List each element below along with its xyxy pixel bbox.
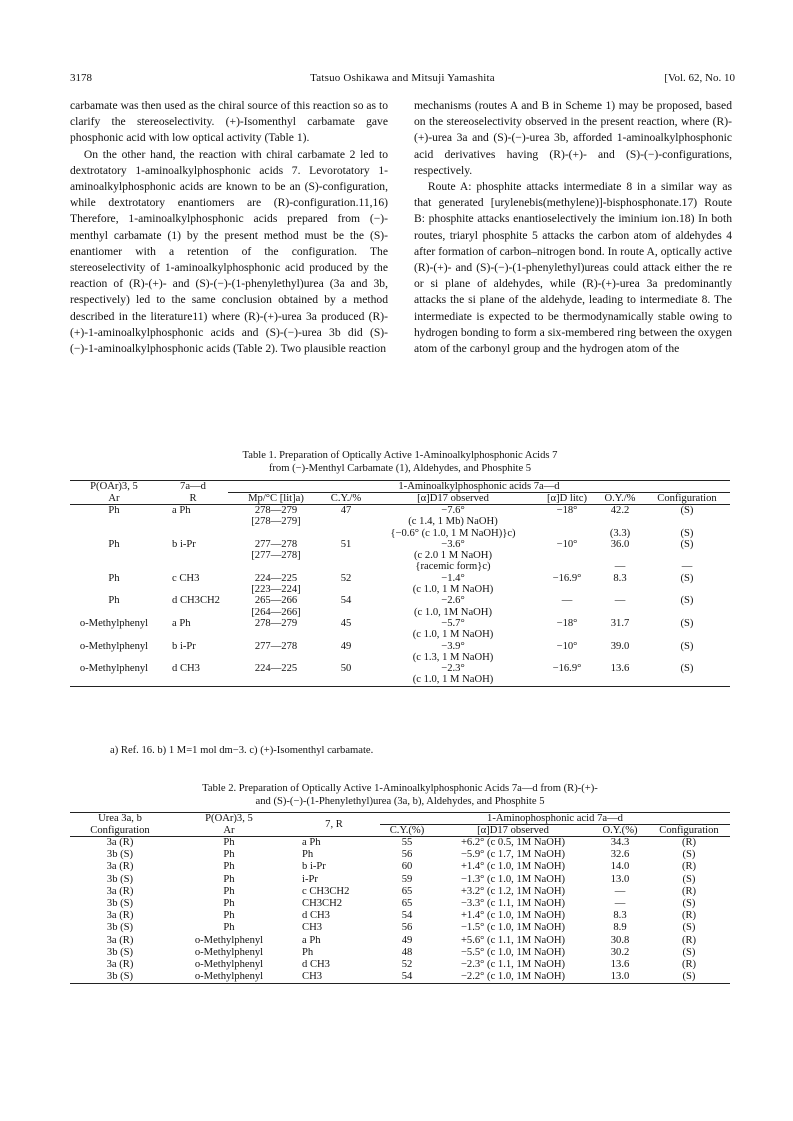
table-cell: Ph	[223, 849, 235, 861]
table-cell	[538, 584, 596, 595]
table-cell	[324, 528, 368, 539]
table-row	[70, 947, 730, 959]
table-cell	[596, 584, 644, 595]
table2-caption: Table 2. Preparation of Optically Active 1-Aminoalkylphosphonic Acids 7a—d from (R)-(+)- and (S)-(−)-(1-Phenylethyl)urea (3a, b), Aldehydes, and Phosphite 5	[202, 783, 598, 807]
table-cell: (R)	[681, 934, 697, 946]
table-cell: −10°	[556, 538, 578, 550]
table-cell	[158, 516, 228, 527]
t2-header-r: 7, R	[288, 813, 380, 837]
table-cell: 54	[401, 910, 413, 922]
table-cell: 265—266	[254, 595, 298, 607]
table-cell: 30.2	[610, 946, 630, 958]
table-cell: 3a (R)	[106, 861, 134, 873]
table-cell: c CH3CH2	[302, 885, 350, 897]
volume-info: [Vol. 62, No. 10	[664, 72, 735, 84]
table-cell	[158, 584, 228, 595]
table-cell: 3b (S)	[106, 849, 134, 861]
table-cell: 54	[380, 971, 434, 984]
table-cell: 49	[340, 640, 352, 652]
paragraph: On the other hand, the reaction with chiral carbamate 2 led to dextrotatory 1-aminoalkylphosphonic acids 7. Levorotatory 1-aminoalkylphosphonic acids are known to be an (S)-configuration, while dextrotatory enantiomers are (R)-configuration.11,16) Therefore, 1-aminoalkylphosphonic acids prepared from (−)-menthyl carbamate (1) by the present method must be the (S)-enantiomer with a retention of the configuration. The stereoselectivity of 1-aminoalkylphosphonic acid produced by the reaction of (R)-(+)- and (S)-(−)-(1-phenylethyl)urea (3a and 3b, respectively) led to the same conclusion obtained by a method described in the literature11) where (R)-(+)-urea 3a produced (R)-(+)-1-aminoalkylphosphonic acids and (S)-(−)-urea 3b did (S)-(−)-1-aminoalkylphosphonic acids (Table 2). Two plausible reaction	[70, 147, 388, 356]
t1-group-header: 1-Aminoalkylphosphonic acids 7a—d	[228, 481, 730, 493]
table-cell	[324, 584, 368, 595]
table-cell: 277—278	[254, 538, 298, 550]
t2-header-poar: P(OAr)3, 5	[170, 813, 288, 825]
table-cell: −5.9° (c 1.7, 1M NaOH)	[460, 849, 566, 861]
table-cell	[324, 674, 368, 686]
table-cell: Ph	[108, 572, 120, 584]
table-cell	[538, 607, 596, 618]
table-row	[70, 595, 730, 606]
table-cell: {−0.6° (c 1.0, 1 M NaOH)}c)	[390, 527, 516, 539]
table-row	[70, 898, 730, 910]
table-cell: (R)	[681, 910, 697, 922]
t1-header-oy: O.Y./%	[596, 493, 644, 505]
table-cell	[596, 550, 644, 561]
table-cell: 34.3	[610, 837, 630, 848]
table-cell: −2.3°	[441, 663, 465, 675]
table-cell: (S)	[680, 527, 694, 539]
table-cell: Ph	[223, 922, 235, 934]
page-number: 3178	[70, 72, 92, 84]
table-cell	[324, 516, 368, 527]
table-cell: [223—224]	[251, 584, 301, 596]
table-cell: 54	[340, 595, 352, 607]
table-cell	[538, 561, 596, 572]
table-row	[70, 663, 730, 674]
table-cell: −18°	[556, 505, 578, 516]
table-row	[70, 528, 730, 539]
table-cell	[596, 674, 644, 686]
table-row	[70, 874, 730, 886]
table-cell	[596, 607, 644, 618]
table-cell	[596, 652, 644, 663]
table-cell: (c 1.0, 1 M NaOH)	[412, 584, 494, 596]
table-cell: 13.6	[610, 663, 630, 675]
table-cell	[596, 629, 644, 640]
table-cell	[538, 674, 596, 686]
table-cell: 42.2	[610, 505, 630, 516]
t1-header-poar: P(OAr)3, 5	[70, 481, 158, 493]
table-cell: o-Methylphenyl	[194, 934, 264, 946]
table-row	[70, 618, 730, 629]
table-cell	[644, 607, 730, 618]
table-cell	[70, 652, 158, 663]
table-cell: (S)	[680, 640, 694, 652]
t2-header-alpha-obs: [α]D17 observed	[434, 825, 592, 837]
table-cell	[324, 550, 368, 561]
table-row	[70, 849, 730, 861]
table-cell: (c 1.0, 1 M NaOH)	[412, 629, 494, 641]
table-row	[70, 922, 730, 934]
table-cell	[538, 652, 596, 663]
table-cell: i-Pr	[302, 873, 318, 885]
table-cell: [278—279]	[251, 516, 301, 528]
table-cell: [264—266]	[251, 606, 301, 618]
table-cell	[644, 652, 730, 663]
table-cell	[228, 629, 324, 640]
table-row	[70, 505, 730, 517]
running-header	[70, 72, 735, 88]
table-cell: Ph	[108, 538, 120, 550]
table-cell: 3a (R)	[106, 959, 134, 971]
table-cell: 60	[401, 861, 413, 873]
table-cell	[70, 629, 158, 640]
table-cell: 65	[401, 885, 413, 897]
table-cell: 13.6	[610, 959, 630, 971]
table-cell: (c 2.0 1 M NaOH)	[414, 550, 492, 562]
table-cell	[538, 528, 596, 539]
table-cell: d CH3	[302, 959, 330, 971]
paragraph: Route A: phosphite attacks intermediate 8 in a similar way as that generated [urylenebis(methylene)]-bisphosphonate.17) Route B: phosphite attacks enantioselectively the iminium ion.18) In both routes, triaryl phosphite 5 attacks the carbon atom of aldehydes 4 after formation of carbon–nitrogen bond. In route A, optically active (R)-(+)- and (S)-(−)-(1-phenylethyl)ureas could attack either the re or si plane of aldehydes, while (R)-(+)-urea 3a predominantly attacks the si plane of the aldehyde, leading to intermediate 8. The intermediate is expected to be thermodynamically stable owing to hydrogen bonding to form a six-membered ring between the oxygen atom of the carbonyl group and the hydrogen atom of the	[414, 180, 732, 356]
table-cell: 45	[340, 617, 352, 629]
table-cell: a Ph	[172, 505, 191, 516]
table-row	[70, 674, 730, 686]
table-cell	[644, 584, 730, 595]
table-cell: −10°	[556, 640, 578, 652]
table-cell: 30.8	[610, 934, 630, 946]
table-cell	[70, 607, 158, 618]
t1-header-config: Configuration	[644, 493, 730, 505]
t2-header-config: Configuration	[648, 825, 730, 837]
table-cell: (S)	[682, 873, 696, 885]
table-cell: (R)	[681, 959, 697, 971]
table-cell: 49	[401, 934, 413, 946]
paragraph: carbamate was then used as the chiral source of this reaction so as to clarify the stereoselectivity. (+)-Isomenthyl carbamate gave phosphonic acid with low optical activity (Table 1).	[70, 99, 388, 145]
table-cell: 3a (R)	[106, 910, 134, 922]
table-cell: 3b (S)	[106, 922, 134, 934]
table-cell: Ph	[302, 946, 314, 958]
table-cell	[324, 607, 368, 618]
table-row	[70, 837, 730, 850]
t2-header-cy: C.Y.(%)	[380, 825, 434, 837]
table-cell: o-Methylphenyl	[194, 946, 264, 958]
t1-header-alpha-lit: [α]D litc)	[538, 493, 596, 505]
t1-header-7ad: 7a—d	[158, 481, 228, 493]
table-cell: 3b (S)	[106, 873, 134, 885]
table-cell: −3.6°	[441, 538, 465, 550]
table-cell	[70, 516, 158, 527]
table-cell: −1.4°	[441, 572, 465, 584]
paragraph: mechanisms (routes A and B in Scheme 1) may be proposed, based on the stereoselectivity observed in the present reaction, where (R)-(+)-urea 3a and (S)-(−)-urea 3b, afforded 1-aminoalkylphosphonic acid derivatives having (R)-(+)- and (S)-(−)-configurations, respectively.	[414, 99, 732, 177]
table-cell: Ph	[108, 595, 120, 607]
table-cell: 224—225	[254, 663, 298, 675]
table-cell	[158, 550, 228, 561]
table-cell: 13.0	[592, 971, 648, 984]
table-cell: 56	[401, 922, 413, 934]
table-cell: —	[681, 561, 693, 573]
table-cell	[70, 550, 158, 561]
table-cell: 277—278	[254, 640, 298, 652]
table-cell: +6.2° (c 0.5, 1M NaOH)	[460, 837, 566, 848]
table-cell: 48	[401, 946, 413, 958]
table2-body	[70, 837, 730, 984]
table-row	[70, 573, 730, 584]
table-cell: (R)	[681, 885, 697, 897]
table-cell: CH3CH2	[302, 898, 343, 910]
table-cell: 3b (S)	[106, 946, 134, 958]
right-column	[414, 98, 732, 357]
table-row	[70, 561, 730, 572]
table-cell: o-Methylphenyl	[79, 617, 149, 629]
table-cell: 8.9	[613, 922, 627, 934]
table-cell: d CH3	[172, 663, 200, 675]
table-cell: {racemic form}c)	[415, 561, 491, 573]
table-cell	[324, 652, 368, 663]
table-cell	[70, 528, 158, 539]
table-cell	[644, 674, 730, 686]
table-row	[70, 935, 730, 947]
table-cell: [277—278]	[251, 550, 301, 562]
table-cell: Ph	[223, 837, 235, 848]
table-cell	[644, 516, 730, 527]
table-cell: (S)	[682, 898, 696, 910]
table1-caption: Table 1. Preparation of Optically Active 1-Aminoalkylphosphonic Acids 7 from (−)-Menthyl Carbamate (1), Aldehydes, and Phosphite 5	[242, 450, 558, 474]
table-cell: −3.3° (c 1.1, 1M NaOH)	[460, 898, 566, 910]
table-cell: Ph	[223, 885, 235, 897]
table-cell	[324, 629, 368, 640]
table-cell: (S)	[680, 617, 694, 629]
table-cell: 55	[401, 837, 413, 848]
table-row	[70, 641, 730, 652]
table-cell: 36.0	[610, 538, 630, 550]
table-cell	[158, 561, 228, 572]
table-cell: Ph	[223, 898, 235, 910]
table-row	[70, 516, 730, 527]
table-cell: −1.5° (c 1.0, 1M NaOH)	[460, 922, 566, 934]
table-cell: o-Methylphenyl	[170, 971, 288, 984]
table-cell: d CH3	[302, 910, 330, 922]
table-cell: +1.4° (c 1.0, 1M NaOH)	[460, 910, 566, 922]
t2-group-header: 1-Aminophosphonic acid 7a—d	[380, 813, 730, 825]
table-cell	[228, 652, 324, 663]
t2-header-ar: Ar	[170, 825, 288, 837]
table-cell: —	[614, 561, 626, 573]
table-cell: 32.6	[610, 849, 630, 861]
table-cell: Ph	[223, 910, 235, 922]
table-cell: CH3	[288, 971, 380, 984]
table-cell: −2.6°	[441, 595, 465, 607]
table-cell: (c 1.0, 1 M NaOH)	[368, 674, 538, 686]
table-cell: 31.7	[610, 617, 630, 629]
table-cell: Ph	[223, 873, 235, 885]
table-cell: −16.9°	[552, 572, 582, 584]
table-cell: 47	[340, 505, 352, 516]
table-cell: −18°	[556, 617, 578, 629]
table-cell: +1.4° (c 1.0, 1M NaOH)	[460, 861, 566, 873]
table-cell: 3b (S)	[70, 971, 170, 984]
table-cell: 8.3	[613, 572, 627, 584]
table-cell: (c 1.4, 1 Mb) NaOH)	[408, 516, 498, 528]
table-cell	[324, 561, 368, 572]
table-row	[70, 652, 730, 663]
table-cell	[158, 629, 228, 640]
t1-header-alpha-obs: [α]D17 observed	[368, 493, 538, 505]
table-cell: d CH3CH2	[172, 595, 220, 607]
table-row	[70, 539, 730, 550]
table-row	[70, 886, 730, 898]
left-column	[70, 98, 388, 357]
table1-footnote: a) Ref. 16. b) 1 M=1 mol dm−3. c) (+)-Isomenthyl carbamate.	[110, 745, 374, 756]
table-row	[70, 861, 730, 873]
table-cell: 65	[401, 898, 413, 910]
table-cell	[538, 629, 596, 640]
table-cell: +5.6° (c 1.1, 1M NaOH)	[460, 934, 566, 946]
table-cell: o-Methylphenyl	[194, 959, 264, 971]
table-cell: 59	[401, 873, 413, 885]
table-cell	[538, 550, 596, 561]
table-cell	[158, 528, 228, 539]
table-row	[70, 607, 730, 618]
table-cell	[538, 516, 596, 527]
t2-header-urea-config: Configuration	[70, 825, 170, 837]
t1-header-cy: C.Y./%	[324, 493, 368, 505]
table-cell: (3.3)	[609, 527, 631, 539]
table-cell: 13.0	[610, 873, 630, 885]
table-cell: (c 1.0, 1M NaOH)	[414, 606, 492, 618]
table-row	[70, 629, 730, 640]
table-row	[70, 584, 730, 595]
table-cell	[158, 652, 228, 663]
table-row	[70, 959, 730, 971]
table-cell	[70, 674, 158, 686]
table-cell	[644, 550, 730, 561]
table-cell: 3b (S)	[106, 898, 134, 910]
table-cell: a Ph	[302, 934, 321, 946]
table-cell: b i-Pr	[302, 861, 326, 873]
t1-header-r: R	[158, 493, 228, 505]
table-cell: Ph	[108, 505, 120, 516]
table-cell: —	[561, 595, 573, 607]
table-cell: 3a (R)	[106, 885, 134, 897]
table-cell: —	[614, 595, 626, 607]
table-cell: (S)	[682, 922, 696, 934]
table-cell: Ph	[302, 849, 314, 861]
table-cell: (S)	[680, 538, 694, 550]
table-cell: −7.6°	[441, 505, 465, 516]
table-cell: b i-Pr	[172, 640, 196, 652]
table-cell: −2.3° (c 1.1, 1M NaOH)	[460, 959, 566, 971]
table1	[70, 480, 730, 687]
table-cell: −5.7°	[441, 617, 465, 629]
table-row	[70, 550, 730, 561]
table-row	[70, 971, 730, 984]
table-cell: a Ph	[302, 837, 321, 848]
table-cell: 224—225	[254, 572, 298, 584]
table-cell: CH3	[302, 922, 323, 934]
table-cell: (S)	[680, 595, 694, 607]
table-cell: (S)	[680, 505, 694, 516]
table-cell: 278—279	[254, 505, 298, 516]
table-cell	[158, 607, 228, 618]
table1-body	[70, 505, 730, 687]
table-cell: (c 1.3, 1 M NaOH)	[412, 651, 494, 663]
table-cell: c CH3	[172, 572, 200, 584]
table-cell: 3a (R)	[106, 837, 134, 848]
table-cell	[70, 584, 158, 595]
table-cell	[228, 674, 324, 686]
table-cell: 50	[340, 663, 352, 675]
table-cell: (R)	[681, 837, 697, 848]
table-cell: 14.0	[610, 861, 630, 873]
table-cell: o-Methylphenyl	[79, 640, 149, 652]
table-cell: 52	[340, 572, 352, 584]
table-cell	[228, 561, 324, 572]
table-cell: 52	[401, 959, 413, 971]
table-cell: —	[614, 898, 626, 910]
t2-header-urea: Urea 3a, b	[70, 813, 170, 825]
table-cell: (S)	[682, 946, 696, 958]
table-cell: −1.3° (c 1.0, 1M NaOH)	[460, 873, 566, 885]
t1-header-ar: Ar	[70, 493, 158, 505]
t1-header-mp: Mp/°C [lit]a)	[228, 493, 324, 505]
table-cell: (S)	[682, 849, 696, 861]
table2	[70, 812, 730, 984]
table-cell: 3a (R)	[106, 934, 134, 946]
table-cell	[228, 528, 324, 539]
table-cell: b i-Pr	[172, 538, 196, 550]
table-cell: o-Methylphenyl	[79, 663, 149, 675]
table-cell: (R)	[681, 861, 697, 873]
running-authors: Tatsuo Oshikawa and Mitsuji Yamashita	[310, 72, 495, 84]
table-cell: 56	[401, 849, 413, 861]
table-cell: 278—279	[254, 617, 298, 629]
t2-header-oy: O.Y.(%)	[592, 825, 648, 837]
table-cell: 51	[340, 538, 352, 550]
table-cell: +3.2° (c 1.2, 1M NaOH)	[460, 885, 566, 897]
table-cell: −3.9°	[441, 640, 465, 652]
table-cell: —	[614, 885, 626, 897]
table-cell: a Ph	[172, 617, 191, 629]
table-cell: 8.3	[613, 910, 627, 922]
table-cell: (S)	[680, 663, 694, 675]
table-cell: (S)	[648, 971, 730, 984]
table-cell: −5.5° (c 1.0, 1M NaOH)	[460, 946, 566, 958]
table-row	[70, 910, 730, 922]
table-cell: Ph	[223, 861, 235, 873]
table-cell: (S)	[680, 572, 694, 584]
table-cell: 39.0	[610, 640, 630, 652]
table-cell	[596, 516, 644, 527]
table-cell	[644, 629, 730, 640]
table-cell	[158, 674, 228, 686]
table-cell: −16.9°	[552, 663, 582, 675]
table-cell: −2.2° (c 1.0, 1M NaOH)	[434, 971, 592, 984]
table-cell	[70, 561, 158, 572]
